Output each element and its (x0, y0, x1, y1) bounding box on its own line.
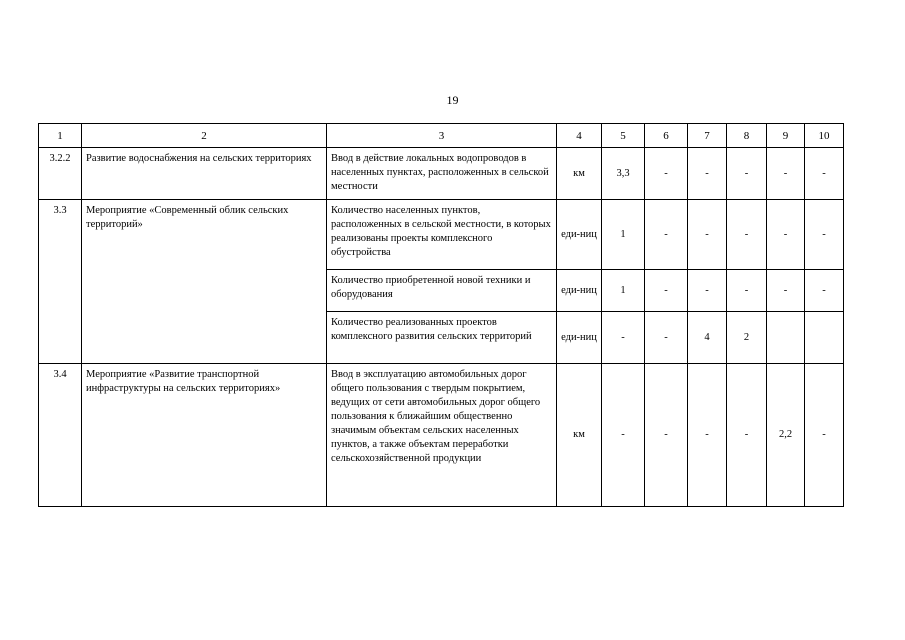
indicator-text: Количество реализованных проектов комплексного развития сельских территорий (327, 312, 557, 364)
activity-name: Развитие водоснабжения на сельских территориях (82, 148, 327, 200)
header-cell: 7 (688, 124, 727, 148)
value-cell: 1 (602, 200, 645, 270)
activity-name: Мероприятие «Развитие транспортной инфраструктуры на сельских территориях» (82, 364, 327, 507)
value-cell: 2 (727, 312, 767, 364)
unit-cell: еди-ниц (557, 200, 602, 270)
value-cell: - (727, 270, 767, 312)
value-cell: - (767, 270, 805, 312)
value-cell: - (727, 200, 767, 270)
value-cell: - (645, 200, 688, 270)
indicators-table (38, 123, 844, 507)
value-cell (767, 312, 805, 364)
table-row (39, 364, 844, 507)
header-cell: 6 (645, 124, 688, 148)
row-code: 3.3 (39, 200, 82, 364)
value-cell: - (767, 148, 805, 200)
indicator-text: Количество населенных пунктов, расположенных в сельской местности, в которых реализованы проекты комплексного обустройства (327, 200, 557, 270)
row-code: 3.2.2 (39, 148, 82, 200)
value-cell: 2,2 (767, 364, 805, 507)
row-code: 3.4 (39, 364, 82, 507)
header-cell: 10 (805, 124, 844, 148)
value-cell (805, 312, 844, 364)
header-row (39, 124, 844, 148)
value-cell: 1 (602, 270, 645, 312)
value-cell: - (805, 200, 844, 270)
header-cell: 8 (727, 124, 767, 148)
header-cell: 9 (767, 124, 805, 148)
value-cell: - (645, 312, 688, 364)
header-cell: 3 (327, 124, 557, 148)
value-cell: - (688, 270, 727, 312)
header-cell: 5 (602, 124, 645, 148)
header-cell: 1 (39, 124, 82, 148)
header-cell: 2 (82, 124, 327, 148)
unit-cell: км (557, 148, 602, 200)
table-row (39, 148, 844, 200)
value-cell: - (688, 148, 727, 200)
value-cell: - (805, 270, 844, 312)
activity-name: Мероприятие «Современный облик сельских территорий» (82, 200, 327, 364)
indicator-text: Ввод в эксплуатацию автомобильных дорог общего пользования с твердым покрытием, ведущих от сети автомобильных дорог общего пользования к ближайшим общественно значимым объектам сельских населенных пунктов, а также объектам переработки сельскохозяйственной продукции (327, 364, 557, 507)
value-cell: - (688, 364, 727, 507)
value-cell: - (602, 364, 645, 507)
value-cell: - (805, 364, 844, 507)
value-cell: - (602, 312, 645, 364)
indicator-text: Количество приобретенной новой техники и оборудования (327, 270, 557, 312)
value-cell: - (645, 364, 688, 507)
value-cell: - (688, 200, 727, 270)
value-cell: - (767, 200, 805, 270)
value-cell: - (645, 270, 688, 312)
unit-cell: км (557, 364, 602, 507)
indicator-text: Ввод в действие локальных водопроводов в населенных пунктах, расположенных в сельской местности (327, 148, 557, 200)
unit-cell: еди-ниц (557, 270, 602, 312)
page-number: 19 (446, 93, 459, 107)
unit-cell: еди-ниц (557, 312, 602, 364)
value-cell: 3,3 (602, 148, 645, 200)
table-row (39, 200, 844, 270)
value-cell: - (805, 148, 844, 200)
value-cell: - (645, 148, 688, 200)
value-cell: 4 (688, 312, 727, 364)
value-cell: - (727, 148, 767, 200)
value-cell: - (727, 364, 767, 507)
header-cell: 4 (557, 124, 602, 148)
